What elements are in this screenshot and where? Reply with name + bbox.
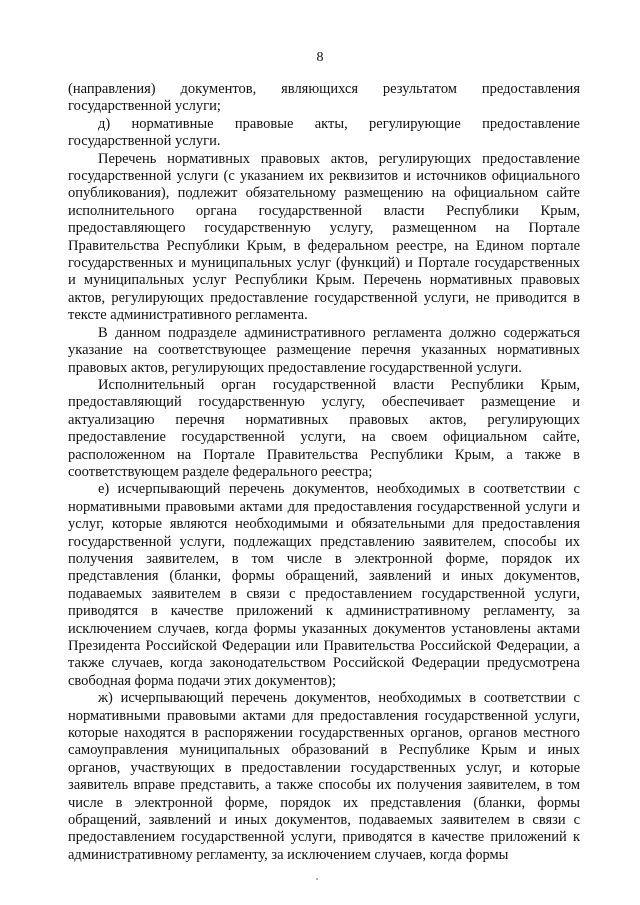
document-body	[68, 81, 580, 864]
paragraph-item-d: д) нормативные правовые акты, регулирующие предоставление государственной услуги.	[68, 115, 580, 150]
paragraph-continuation: (направления) документов, являющихся результатом предоставления государственной услуги;	[68, 81, 580, 115]
paragraph-executive-body: Исполнительный орган государственной власти Республики Крым, предоставляющий государственную услугу, обеспечивает размещение и актуализацию перечня нормативных правовых актов, регулирующих предоставление государственной услуги, на своем официальном сайте, расположенном на Портале Правительства Республики Крым, а также в соответствующем разделе федерального реестра;	[68, 376, 580, 480]
page-number: 8	[316, 50, 324, 65]
paragraph-item-zh: ж) исчерпывающий перечень документов, необходимых в соответствии с нормативными правовыми актами для предоставления государственной услуги, которые находятся в распоряжении государственных органов, органов местного самоуправления муниципальных образований в Республике Крым и иных органов, участвующих в предоставлении государственных услуг, и которые заявитель вправе представить, а также способы их получения заявителем, в том числе в электронной форме, порядок их представления (бланки, формы обращений, заявлений и иных документов, подаваемых заявителем в связи с предоставлением государственной услуги, приводятся в качестве приложений к административному регламенту, за исключением случаев, когда формы	[68, 690, 580, 863]
paragraph-item-e: е) исчерпывающий перечень документов, необходимых в соответствии с нормативными правовыми актами для предоставления государственной услуги и услуг, которые являются необходимыми и обязательными для предоставления государственной услуги, подлежащих представлению заявителем, способы их получения заявителем, в том числе в электронной форме, порядок их представления (бланки, формы обращений, заявлений и иных документов, подаваемых заявителем в связи с предоставлением государственной услуги, приводятся в качестве приложений к административному регламенту, за исключением случаев, когда формы указанных документов установлены актами Президента Российской Федерации или Правительства Российской Федерации, а также случаев, когда законодательством Российской Федерации предусмотрена свободная форма подачи этих документов);	[68, 481, 580, 689]
paragraph-legal-acts-list: Перечень нормативных правовых актов, регулирующих предоставление государственной услуги (с указанием их реквизитов и источников официального опубликования), подлежит обязательному размещению на официальном сайте исполнительного органа государственной власти Республики Крым, предоставляющего государственную услугу, размещенном на Портале Правительства Республики Крым, в федеральном реестре, на Едином портале государственных и муниципальных услуг (функций) и Портале государственных и муниципальных услуг Республики Крым. Перечень нормативных правовых актов, регулирующих предоставление государственной услуги, не приводится в тексте административного регламента.	[68, 150, 580, 324]
paragraph-subsection-note: В данном подразделе административного регламента должно содержаться указание на соответствующее размещение перечня указанных нормативных правовых актов, регулирующих предоставление государственной услуги.	[68, 324, 580, 376]
scan-dot	[316, 878, 318, 880]
